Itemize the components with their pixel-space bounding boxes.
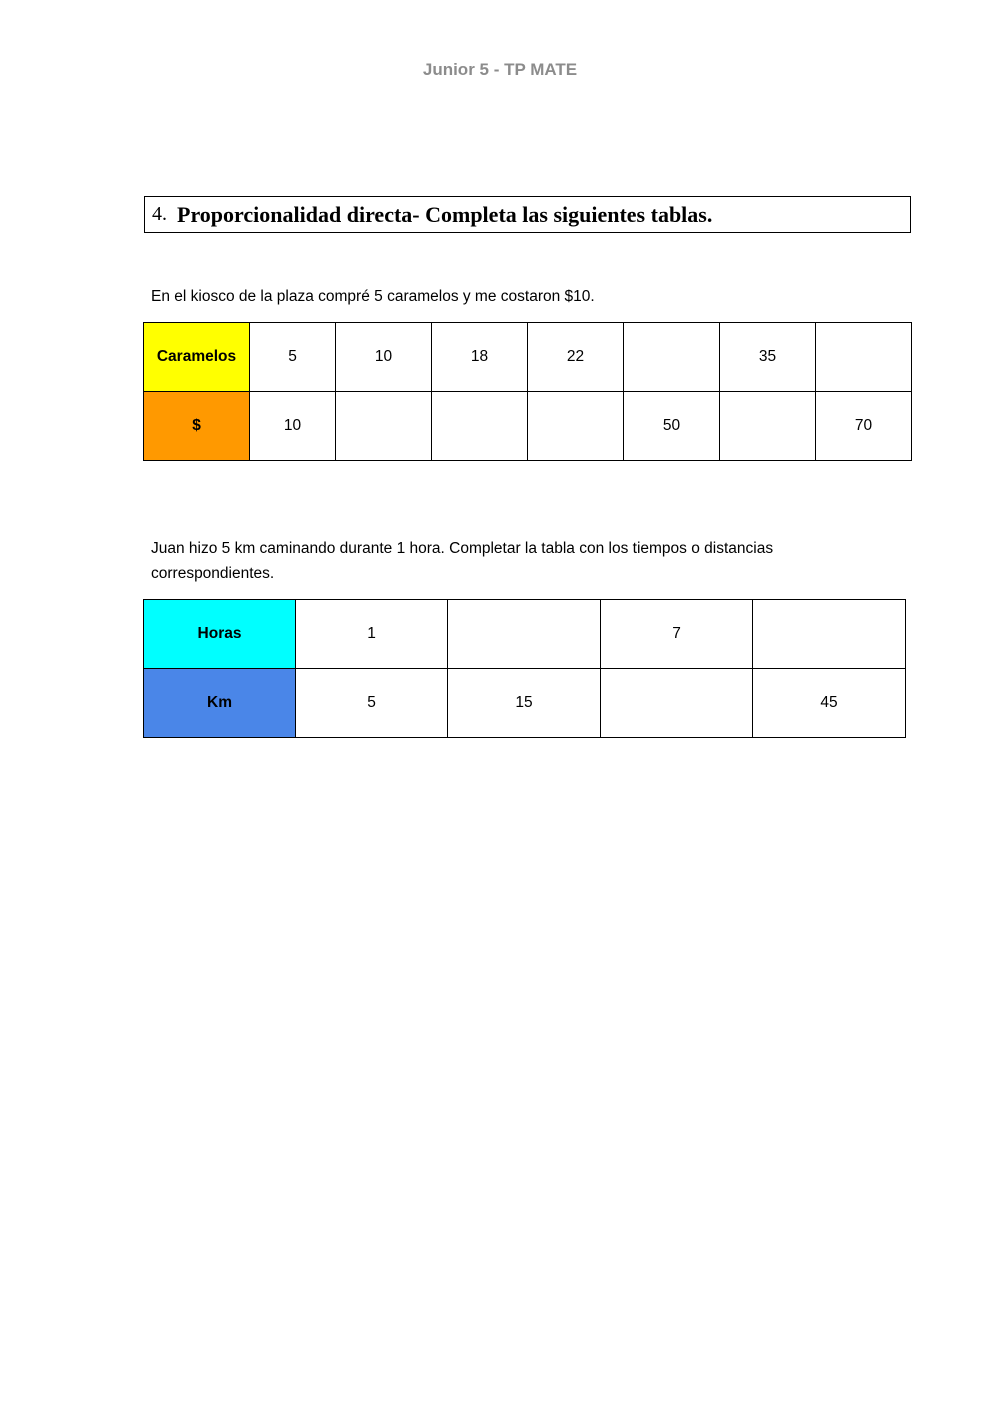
pesos-cell-blank[interactable] — [528, 392, 624, 461]
exercise-title-box — [144, 196, 911, 233]
pesos-cell-blank[interactable] — [720, 392, 816, 461]
pesos-cell[interactable]: 70 — [816, 392, 912, 461]
km-cell[interactable]: 5 — [296, 669, 448, 738]
km-cell-blank[interactable] — [601, 669, 753, 738]
caramelos-cell[interactable]: 35 — [720, 323, 816, 392]
table-row — [144, 600, 906, 669]
problem2-statement-line2: correspondientes. — [151, 565, 275, 582]
horas-cell[interactable]: 1 — [296, 600, 448, 669]
problem2-statement-line1: Juan hizo 5 km caminando durante 1 hora. Completar la tabla con los tiempos o distancias — [151, 540, 774, 557]
table-row — [144, 669, 906, 738]
problem2-statement — [151, 536, 773, 586]
pesos-cell[interactable]: 10 — [250, 392, 336, 461]
km-cell[interactable]: 15 — [448, 669, 601, 738]
caramelos-cell[interactable]: 10 — [336, 323, 432, 392]
caramelos-table — [143, 322, 912, 461]
table-row — [144, 392, 912, 461]
caramelos-cell[interactable]: 18 — [432, 323, 528, 392]
exercise-title: Proporcionalidad directa- Completa las siguientes tablas. — [177, 201, 713, 227]
horas-cell-blank[interactable] — [753, 600, 906, 669]
caramelos-cell-blank[interactable] — [624, 323, 720, 392]
page-header: Junior 5 - TP MATE — [422, 60, 578, 79]
problem1-statement: En el kiosco de la plaza compré 5 caramelos y me costaron $10. — [151, 288, 595, 305]
pesos-cell-blank[interactable] — [336, 392, 432, 461]
caramelos-cell[interactable]: 22 — [528, 323, 624, 392]
pesos-cell[interactable]: 50 — [624, 392, 720, 461]
caramelos-label: Caramelos — [144, 323, 250, 392]
caramelos-cell-blank[interactable] — [816, 323, 912, 392]
horas-cell[interactable]: 7 — [601, 600, 753, 669]
pesos-label: $ — [144, 392, 250, 461]
pesos-cell-blank[interactable] — [432, 392, 528, 461]
caramelos-cell[interactable]: 5 — [250, 323, 336, 392]
exercise-number: 4. — [152, 203, 167, 225]
horas-cell-blank[interactable] — [448, 600, 601, 669]
table-row — [144, 323, 912, 392]
horas-km-table — [143, 599, 906, 738]
km-label: Km — [144, 669, 296, 738]
horas-label: Horas — [144, 600, 296, 669]
km-cell[interactable]: 45 — [753, 669, 906, 738]
